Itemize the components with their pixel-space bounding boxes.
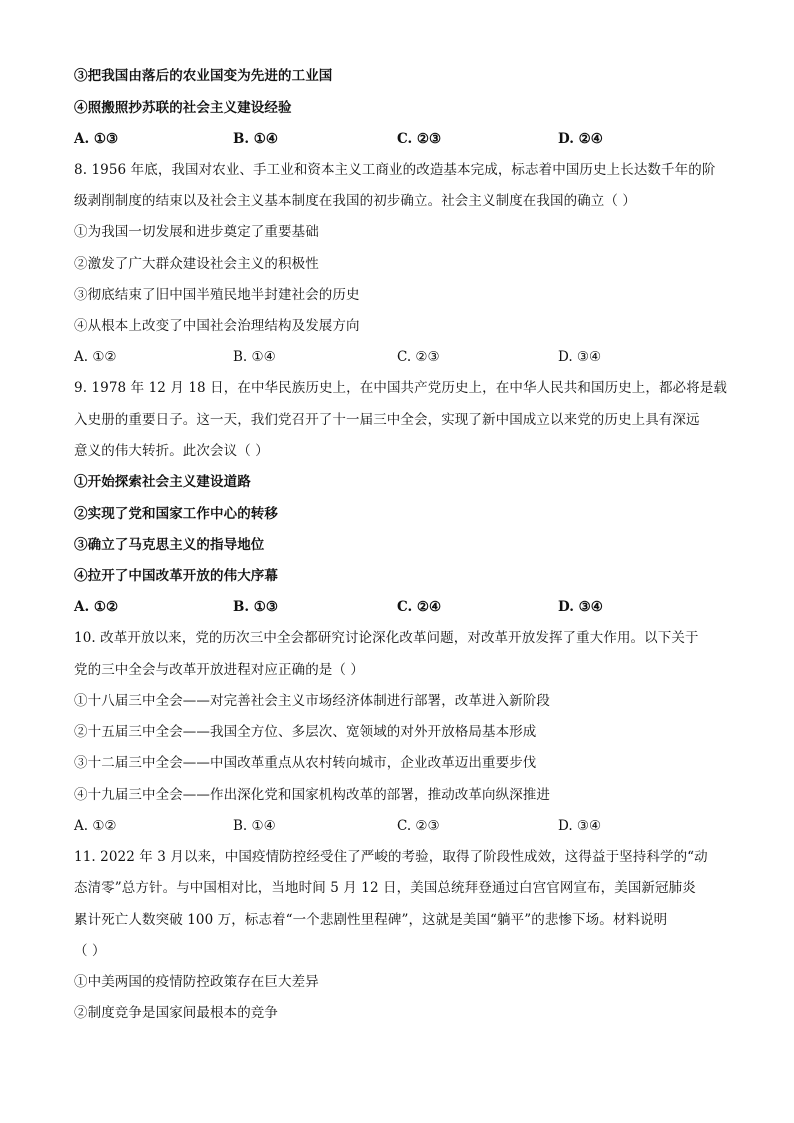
q9-stem-line-2: 入史册的重要日子。这一天，我们党召开了十一届三中全会，实现了新中国成立以来党的历史上具有深远 [74,412,700,428]
q10-item-2: ②十五届三中全会——我国全方位、多层次、宽领域的对外开放格局基本形成 [74,724,537,740]
q9-item-2: ②实现了党和国家工作中心的转移 [74,506,278,522]
q8-option-c: C. ②③ [397,349,440,365]
q8-option-b: B. ①④ [233,349,276,365]
q9-option-d: D. ③④ [558,599,603,615]
q10-item-3: ③十二届三中全会——中国改革重点从农村转向城市，企业改革迈出重要步伐 [74,755,537,771]
q11-stem-line-1: 11. 2022 年 3 月以来，中国疫情防控经受住了严峻的考验，取得了阶段性成效，这得益于坚持科学的“动 [74,849,708,865]
q9-option-c: C. ②④ [397,599,442,615]
q10-option-b: B. ①④ [233,818,276,834]
q11-item-2: ②制度竞争是国家间最根本的竞争 [74,1005,278,1021]
q11-stem-line-2: 态清零”总方针。与中国相对比，当地时间 5 月 12 日，美国总统拜登通过白宫官网宣布，美国新冠肺炎 [74,880,696,896]
q10-option-a: A. ①② [74,818,117,834]
q10-option-c: C. ②③ [397,818,440,834]
q9-option-a: A. ①② [74,599,119,615]
q10-item-1: ①十八届三中全会——对完善社会主义市场经济体制进行部署，改革进入新阶段 [74,693,550,709]
q9-item-1: ①开始探索社会主义建设道路 [74,474,251,490]
q8-stem-line-1: 8. 1956 年底，我国对农业、手工业和资本主义工商业的改造基本完成，标志着中国历史上长达数千年的阶 [74,162,716,178]
q9-item-3: ③确立了马克思主义的指导地位 [74,537,265,553]
q8-item-4: ④从根本上改变了中国社会治理结构及发展方向 [74,318,360,334]
q9-item-4: ④拉开了中国改革开放的伟大序幕 [74,568,278,584]
q11-stem-line-4: （ ） [74,943,106,959]
q8-option-d: D. ③④ [558,349,602,365]
q9-option-b: B. ①③ [233,599,279,615]
q8-option-a: A. ①② [74,349,117,365]
q8-item-2: ②激发了广大群众建设社会主义的积极性 [74,256,319,272]
q7-option-a: A. ①③ [74,131,119,147]
q11-stem-line-3: 累计死亡人数突破 100 万，标志着“一个悲剧性里程碑”，这就是美国“躺平”的悲惨下场。材料说明 [74,912,668,928]
q7-option-d: D. ②④ [558,131,603,147]
q9-stem-line-3: 意义的伟大转折。此次会议（ ） [74,443,269,459]
q11-item-1: ①中美两国的疫情防控政策存在巨大差异 [74,974,319,990]
q10-stem-line-1: 10. 改革开放以来，党的历次三中全会都研究讨论深化改革问题，对改革开放发挥了重大作用。以下关于 [74,630,699,646]
q10-item-4: ④十九届三中全会——作出深化党和国家机构改革的部署，推动改革向纵深推进 [74,787,550,803]
q10-option-d: D. ③④ [558,818,602,834]
q7-option-b: B. ①④ [233,131,279,147]
q7-item-4: ④照搬照抄苏联的社会主义建设经验 [74,100,292,116]
q8-item-1: ①为我国一切发展和进步奠定了重要基础 [74,224,319,240]
q9-stem-line-1: 9. 1978 年 12 月 18 日，在中华民族历史上，在中国共产党历史上，在中华人民共和国历史上，都必将是载 [74,380,727,396]
q7-option-c: C. ②③ [397,131,442,147]
q7-item-3: ③把我国由落后的农业国变为先进的工业国 [74,68,333,84]
q8-item-3: ③彻底结束了旧中国半殖民地半封建社会的历史 [74,287,360,303]
q8-stem-line-2: 级剥削制度的结束以及社会主义基本制度在我国的初步确立。社会主义制度在我国的确立（ ） [74,193,636,209]
q10-stem-line-2: 党的三中全会与改革开放进程对应正确的是（ ） [74,662,364,678]
